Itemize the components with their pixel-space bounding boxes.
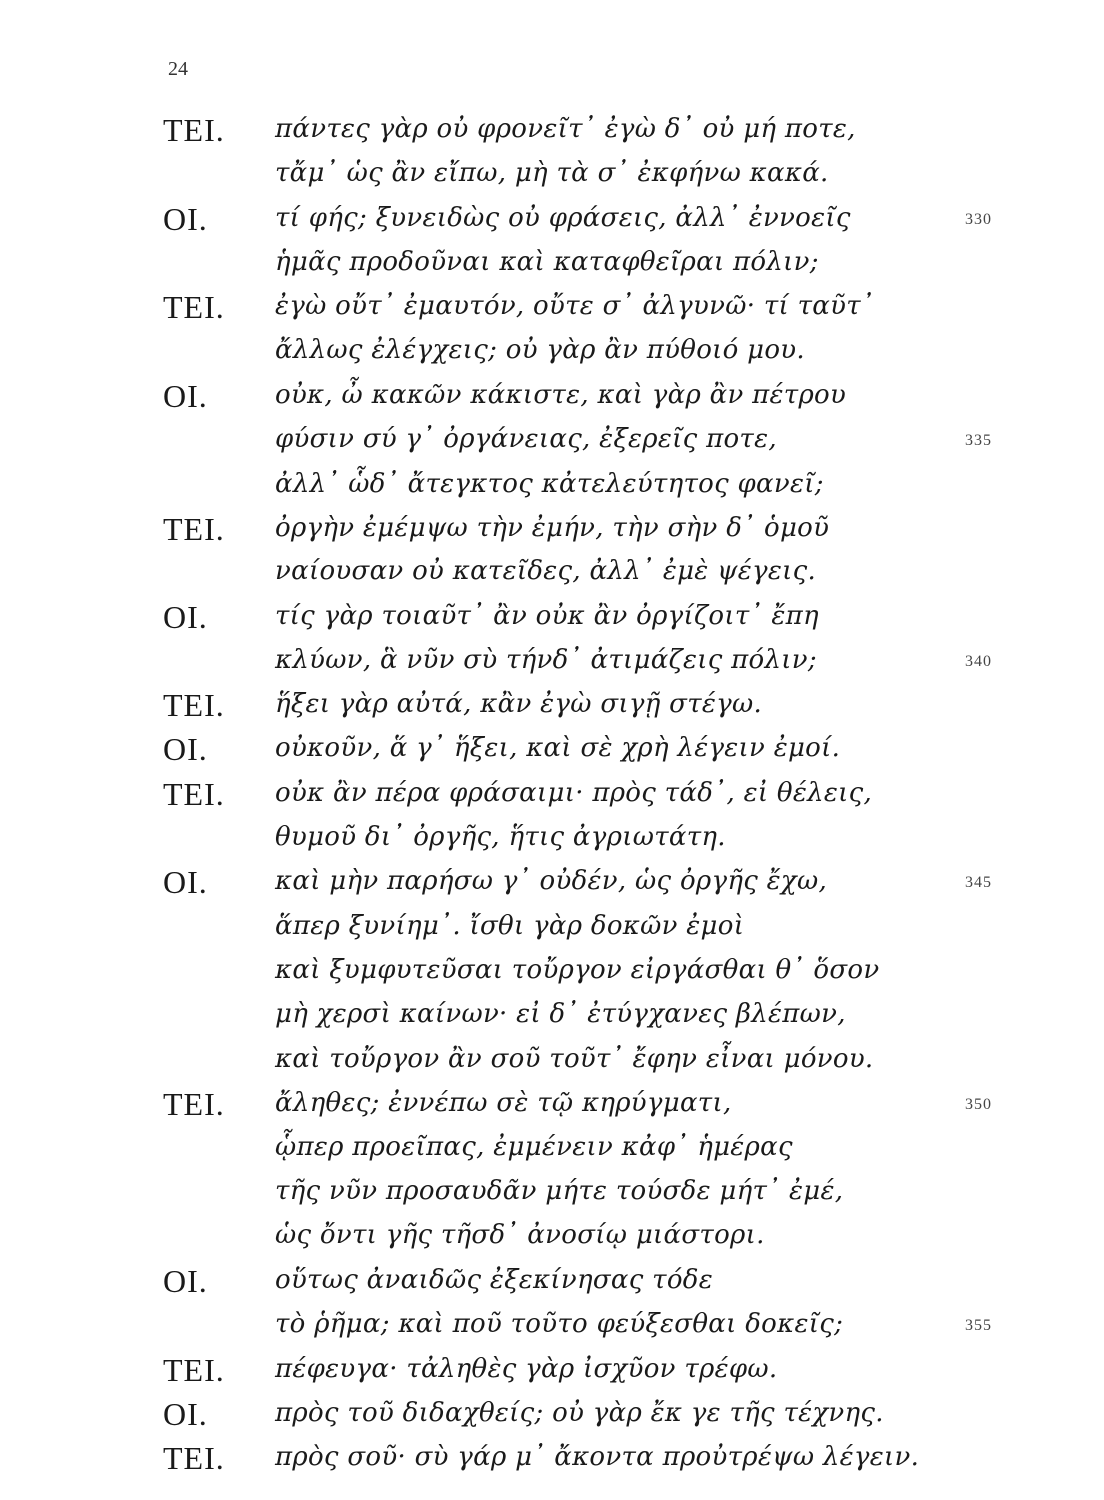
verse-line [0, 599, 1104, 643]
verse-line [0, 1352, 1104, 1396]
verse-line [0, 511, 1104, 555]
verse-text: ἐγὼ οὔτ᾽ ἐμαυτόν, οὔτε σ᾽ ἀλγυνῶ· τί ταῦτ᾽ [275, 291, 875, 321]
speaker-label: TEI. [163, 1086, 225, 1122]
verse-line [0, 333, 1104, 377]
verse-line [0, 1130, 1104, 1174]
verse-line [0, 378, 1104, 422]
line-number: 345 [965, 874, 992, 891]
line-number: 350 [965, 1096, 992, 1113]
verse-line [0, 820, 1104, 864]
verse-text: οὕτως ἀναιδῶς ἐξεκίνησας τόδε [275, 1265, 713, 1295]
verse-text: τῆς νῦν προσαυδᾶν μήτε τούσδε μήτ᾽ ἐμέ, [275, 1176, 844, 1206]
speaker-label: OI. [163, 864, 208, 900]
line-number: 330 [965, 211, 992, 228]
speaker-label: OI. [163, 378, 208, 414]
verse-text: καὶ ξυμφυτεῦσαι τοὔργον εἰργάσθαι θ᾽ ὅσον [275, 955, 880, 985]
verse-text: τἄμ᾽ ὡς ἂν εἴπω, μὴ τὰ σ᾽ ἐκφήνω κακά. [275, 158, 829, 188]
speaker-label: OI. [163, 1263, 208, 1299]
verse-line [0, 1218, 1104, 1262]
verse-text: φύσιν σύ γ᾽ ὀργάνειας, ἐξερεῖς ποτε, [275, 424, 777, 454]
verse-line [0, 554, 1104, 598]
verse-text: θυμοῦ δι᾽ ὀργῆς, ἥτις ἀγριωτάτη. [275, 822, 726, 852]
speaker-label: TEI. [163, 1352, 225, 1388]
verse-line [0, 156, 1104, 200]
verse-text: ἅπερ ξυνίημ᾽. ἴσθι γὰρ δοκῶν ἐμοὶ [275, 911, 745, 941]
verse-line [0, 909, 1104, 953]
verse-line [0, 997, 1104, 1041]
verse-line [0, 1396, 1104, 1440]
verse-line [0, 289, 1104, 333]
verse-line [0, 245, 1104, 289]
verse-line [0, 112, 1104, 156]
verse-text: τί φής; ξυνειδὼς οὐ φράσεις, ἀλλ᾽ ἐννοεῖς [275, 203, 851, 233]
line-number: 335 [965, 432, 992, 449]
verse-line [0, 1086, 1104, 1130]
speaker-label: TEI. [163, 112, 225, 148]
verse-text: ἄλλως ἐλέγχεις; οὐ γὰρ ἂν πύθοιό μου. [275, 335, 805, 365]
verse-text: ᾧπερ προεῖπας, ἐμμένειν κἀφ᾽ ἡμέρας [275, 1132, 793, 1162]
speaker-label: OI. [163, 599, 208, 635]
verse-line [0, 687, 1104, 731]
verse-line [0, 467, 1104, 511]
verse-text: πάντες γὰρ οὐ φρονεῖτ᾽ ἐγὼ δ᾽ οὐ μή ποτε, [275, 114, 856, 144]
speaker-label: TEI. [163, 511, 225, 547]
speaker-label: TEI. [163, 776, 225, 812]
verse-text: ὡς ὄντι γῆς τῆσδ᾽ ἀνοσίῳ μιάστορι. [275, 1220, 765, 1250]
verse-line [0, 864, 1104, 908]
verse-text: ἥξει γὰρ αὐτά, κἂν ἐγὼ σιγῇ στέγω. [275, 689, 763, 719]
verse-line [0, 643, 1104, 687]
verse-text: ἄληθες; ἐννέπω σὲ τῷ κηρύγματι, [275, 1088, 732, 1118]
verse-text: πέφευγα· τἀληθὲς γὰρ ἰσχῦον τρέφω. [275, 1354, 778, 1384]
line-number: 355 [965, 1317, 992, 1334]
speaker-label: OI. [163, 201, 208, 237]
verse-text: ἡμᾶς προδοῦναι καὶ καταφθεῖραι πόλιν; [275, 247, 819, 277]
verse-line [0, 1174, 1104, 1218]
line-number: 340 [965, 653, 992, 670]
verse-line [0, 776, 1104, 820]
verse-text: τὸ ῥῆμα; καὶ ποῦ τοῦτο φεύξεσθαι δοκεῖς; [275, 1309, 844, 1339]
verse-line [0, 422, 1104, 466]
verse-text: ναίουσαν οὐ κατεῖδες, ἀλλ᾽ ἐμὲ ψέγεις. [275, 556, 817, 586]
page-number: 24 [168, 58, 188, 80]
speaker-label: TEI. [163, 687, 225, 723]
verse-line [0, 953, 1104, 997]
verse-line [0, 731, 1104, 775]
verse-text: κλύων, ἃ νῦν σὺ τήνδ᾽ ἀτιμάζεις πόλιν; [275, 645, 817, 675]
verse-line [0, 201, 1104, 245]
verse-text: μὴ χερσὶ καίνων· εἰ δ᾽ ἐτύγχανες βλέπων, [275, 999, 846, 1029]
verse-text: καὶ μὴν παρήσω γ᾽ οὐδέν, ὡς ὀργῆς ἔχω, [275, 866, 828, 896]
verse-text: πρὸς τοῦ διδαχθείς; οὐ γὰρ ἔκ γε τῆς τέχνης. [275, 1398, 884, 1428]
speaker-label: TEI. [163, 1440, 225, 1476]
verse-text: ἀλλ᾽ ὧδ᾽ ἄτεγκτος κἀτελεύτητος φανεῖ; [275, 469, 824, 499]
verse-line [0, 1263, 1104, 1307]
speaker-label: OI. [163, 731, 208, 767]
speaker-label: TEI. [163, 289, 225, 325]
verse-text: τίς γὰρ τοιαῦτ᾽ ἂν οὐκ ἂν ὀργίζοιτ᾽ ἔπη [275, 601, 819, 631]
verse-line [0, 1440, 1104, 1484]
verse-text: οὐκοῦν, ἅ γ᾽ ἥξει, καὶ σὲ χρὴ λέγειν ἐμοί. [275, 733, 841, 763]
verse-text: οὐκ ἂν πέρα φράσαιμι· πρὸς τάδ᾽, εἰ θέλεις, [275, 778, 873, 808]
speaker-label: OI. [163, 1396, 208, 1432]
verse-text: ὀργὴν ἐμέμψω τὴν ἐμήν, τὴν σὴν δ᾽ ὁμοῦ [275, 513, 830, 543]
verse-line [0, 1042, 1104, 1086]
verse-text: οὐκ, ὦ κακῶν κάκιστε, καὶ γὰρ ἂν πέτρου [275, 380, 847, 410]
verse-line [0, 1307, 1104, 1351]
verse-text: πρὸς σοῦ· σὺ γάρ μ᾽ ἄκοντα προὐτρέψω λέγειν. [275, 1442, 920, 1472]
verse-text: καὶ τοὔργον ἂν σοῦ τοῦτ᾽ ἔφην εἶναι μόνου. [275, 1044, 874, 1074]
